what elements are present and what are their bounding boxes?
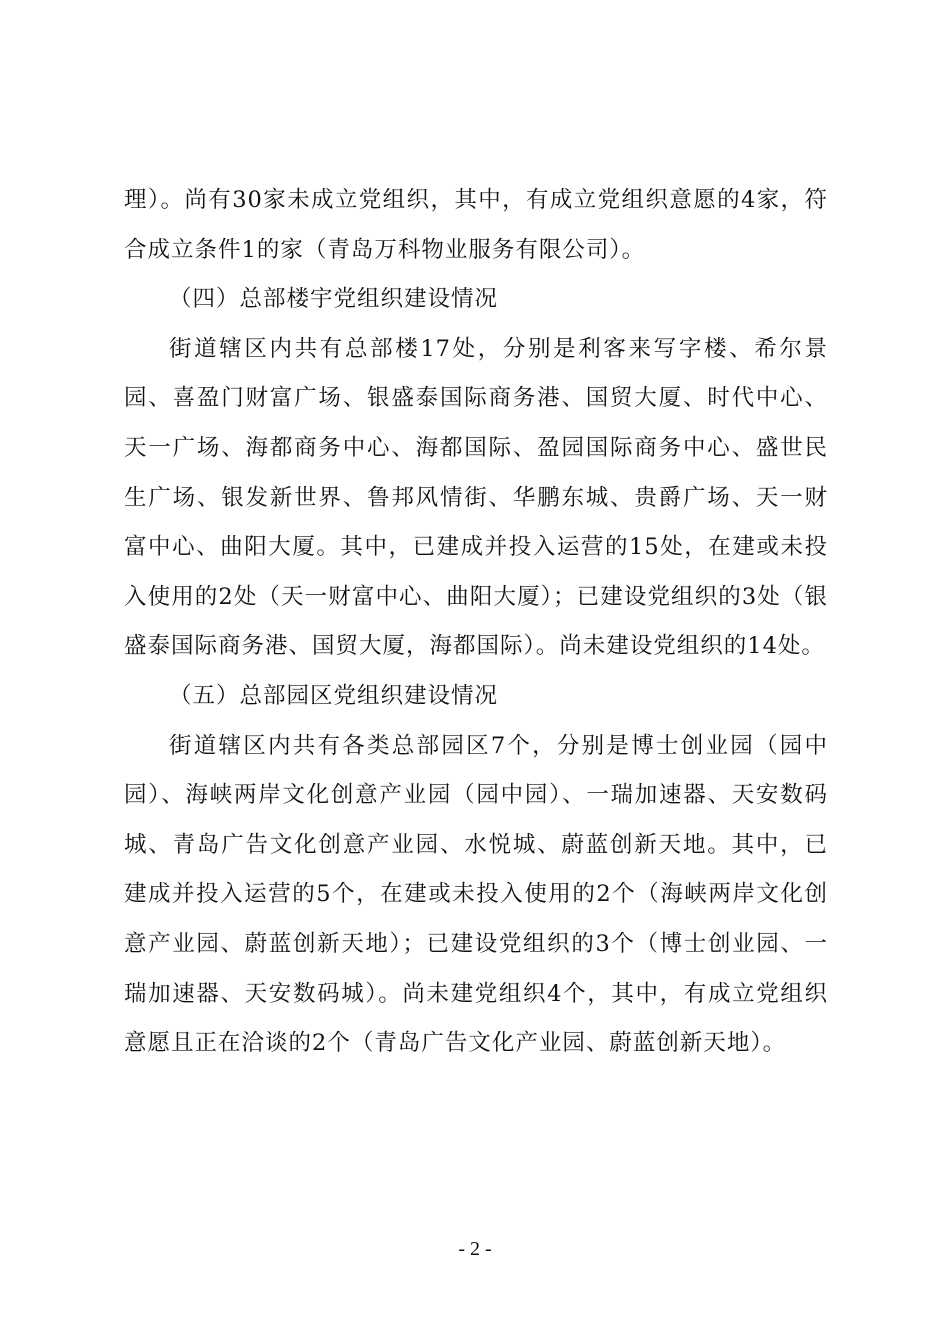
- document-body: [124, 176, 828, 1069]
- section-heading-five: （五）总部园区党组织建设情况: [169, 682, 499, 709]
- page-number: - 2 -: [458, 1238, 492, 1260]
- paragraph-headquarters-parks: 街道辖区内共有各类总部园区7个，分别是博士创业园（园中园）、海峡两岸文化创意产业园（园中园）、一瑞加速器、天安数码城、青岛广告文化创意产业园、水悦城、蔚蓝创新天地。其中，已建成并投入运营的5个，在建或未投入使用的2个（海峡两岸文化创意产业园、蔚蓝创新天地）；已建设党组织的3个（博士创业园、一瑞加速器、天安数码城）。尚未建党组织4个，其中，有成立党组织意愿且正在洽谈的2个（青岛广告文化产业园、蔚蓝创新天地）。: [124, 732, 828, 1057]
- paragraph-headquarters-buildings: 街道辖区内共有总部楼17处，分别是利客来写字楼、希尔景园、喜盈门财富广场、银盛泰国际商务港、国贸大厦、时代中心、天一广场、海都商务中心、海都国际、盈园国际商务中心、盛世民生广场、银发新世界、鲁邦风情街、华鹏东城、贵爵广场、天一财富中心、曲阳大厦。其中，已建成并投入运营的15处，在建或未投入使用的2处（天一财富中心、曲阳大厦）；已建设党组织的3处（银盛泰国际商务港、国贸大厦，海都国际）。尚未建设党组织的14处。: [124, 335, 828, 660]
- paragraph-continuation: 理）。尚有30家未成立党组织，其中，有成立党组织意愿的4家，符合成立条件1的家（青岛万科物业服务有限公司）。: [124, 187, 828, 263]
- section-heading-four: （四）总部楼宇党组织建设情况: [169, 286, 499, 313]
